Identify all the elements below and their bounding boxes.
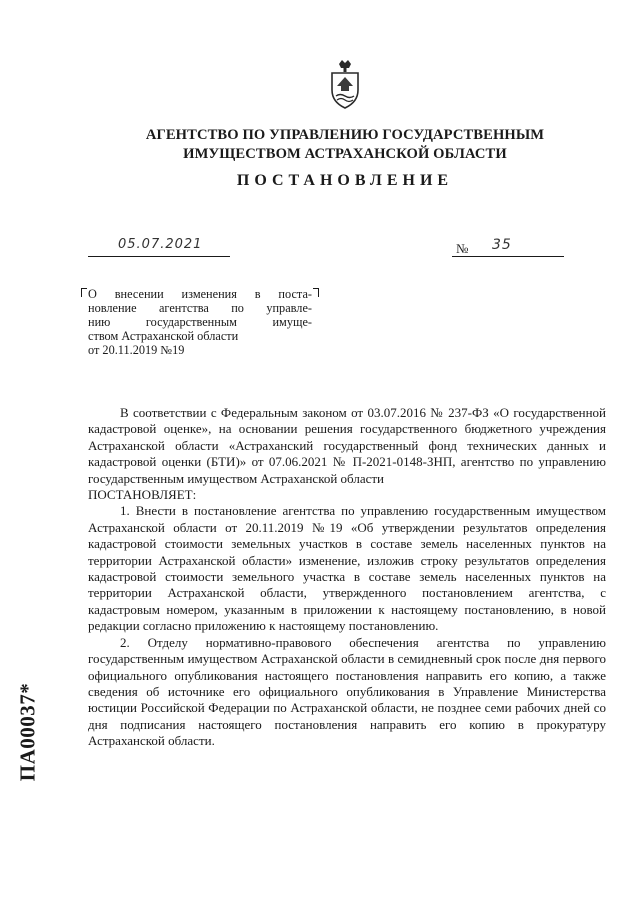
document-subject: [88, 287, 312, 357]
body-resolves: ПОСТАНОВЛЯЕТ:: [88, 487, 197, 503]
number-underline: [452, 256, 564, 257]
subject-line: новление агентства по управле-: [88, 301, 312, 315]
side-registration-code: [15, 682, 40, 782]
date-underline: [88, 256, 230, 257]
side-registration-code-text: ПА00037*: [15, 682, 40, 782]
subject-bracket-right: [313, 288, 319, 297]
subject-line: от 20.11.2019 №19: [88, 343, 185, 357]
agency-name-line2: ИМУЩЕСТВОМ АСТРАХАНСКОЙ ОБЛАСТИ: [183, 146, 507, 162]
document-body: [88, 405, 606, 750]
document-type-title: ПОСТАНОВЛЕНИЕ: [236, 172, 454, 189]
body-item-1: 1. Внести в постановление агентства по управлению государственным имуществом Астраханской области от 20.11.2019 №19 «Об утверждении результатов определения кадастровой стоимости земельных участков в составе земель населенных пунктов на территории Астраханской области» изменение, изложив строку результатов определения кадастровой стоимости земельного участка в составе земель населенных пунктов на территории Астраханской области, утвержденного постановлением агентства, с кадастровым номером, указанным в приложении к настоящему постановлению, в новой редакции согласно приложению к настоящему постановлению.: [88, 503, 606, 634]
subject-bracket-left: [81, 288, 87, 297]
document-number: 35: [492, 237, 512, 253]
body-item-2: 2. Отделу нормативно-правового обеспечения агентства по управлению государственным имуществом Астраханской области в семидневный срок после дня первого официального опубликования настоящего постановления направить его копию, а также сведения об источнике его официального опубликования в Управление Министерства юстиции Российской Федерации по Астраханской области, не позднее семи рабочих дней со дня подписания настоящего постановления направить его копию в прокуратуру Астраханской области.: [88, 634, 606, 749]
coat-of-arms-icon: [328, 58, 362, 110]
agency-name: [110, 126, 580, 164]
subject-line: ством Астраханской области: [88, 329, 239, 343]
subject-line: нию государственным имуще-: [88, 315, 312, 329]
subject-line: О внесении изменения в поста-: [88, 287, 312, 301]
number-sign: №: [456, 241, 469, 256]
body-preamble: В соответствии с Федеральным законом от 03.07.2016 № 237-ФЗ «О государственной кадастровой оценке», на основании решения государственного бюджетного учреждения Астраханской области «Астраханский государственный фонд технических данных и кадастровой оценки (БТИ)» от 07.06.2021 № П-2021-0148-ЗНП, агентство по управлению государственным имуществом Астраханской области: [88, 405, 606, 486]
agency-name-line1: АГЕНТСТВО ПО УПРАВЛЕНИЮ ГОСУДАРСТВЕННЫМ: [145, 127, 545, 143]
document-date: 05.07.2021: [118, 237, 203, 252]
